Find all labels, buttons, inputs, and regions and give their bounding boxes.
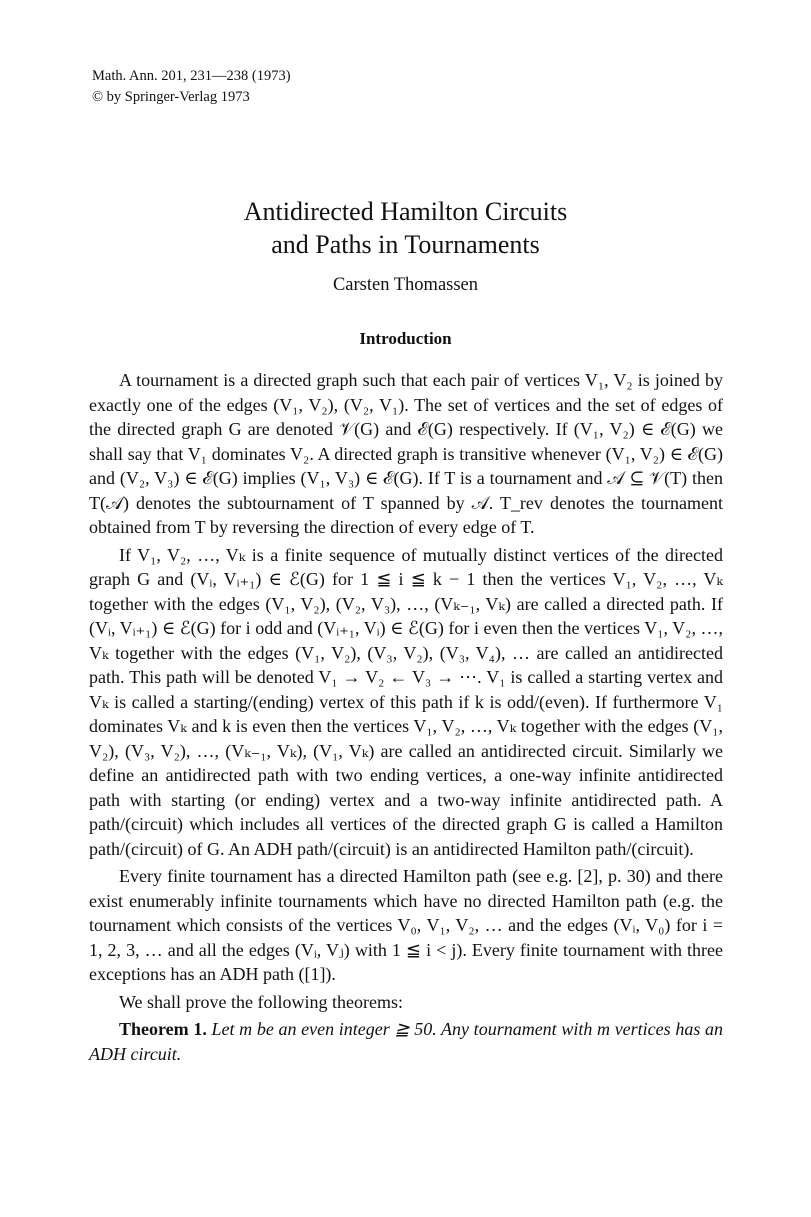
paragraph-4: We shall prove the following theorems: <box>119 991 403 1012</box>
theorem-1-label: Theorem 1. <box>119 1019 207 1039</box>
paragraph-3: Every finite tournament has a directed Hamilton path (see e.g. [2], p. 30) and there exist enumerably infinite tournaments which have no directed Hamilton path (e.g. the tournament which consists of the vertices V₀, V₁, V₂, … and the edges (Vᵢ, V₀) for i = 1, 2, 3, … and all the edges (Vᵢ, Vⱼ) with 1 ≦ i < j). Every finite tournament with three exceptions has an ADH path ([1]). <box>89 866 723 984</box>
title-line-1: Antidirected Hamilton Circuits <box>243 197 568 226</box>
theorem-1-statement: Let m be an even integer ≧ 50. Any tournament with m vertices has an ADH circuit. <box>89 1019 723 1064</box>
paper-title <box>0 195 811 261</box>
paragraph-2: If V₁, V₂, …, Vₖ is a finite sequence of mutually distinct vertices of the directed graph G and (Vᵢ, Vᵢ₊₁) ∈ ℰ(G) for 1 ≦ i ≦ k − 1 then the vertices V₁, V₂, …, Vₖ together with the edges (V₁, V₂), (V₂, V₃), …, (Vₖ₋₁, Vₖ) are called a directed path. If (Vᵢ, Vᵢ₊₁) ∈ ℰ(G) for i odd and (Vᵢ₊₁, Vᵢ) ∈ ℰ(G) for i even then the vertices V₁, V₂, …, Vₖ together with the edges (V₁, V₂), (V₃, V₂), (V₃, V₄), … are called an antidirected path. This path will be denoted V₁ → V₂ ← V₃ → ⋯. V₁ is called a starting vertex and Vₖ is called a starting/(ending) vertex of this path if k is odd/(even). If furthermore V₁ dominates Vₖ and k is even then the vertices V₁, V₂, …, Vₖ together with the edges (V₁, V₂), (V₃, V₂), …, (Vₖ₋₁, Vₖ), (V₁, Vₖ) are called an antidirected circuit. Similarly we define an antidirected path with two ending vertices, a one-way infinite antidirected path with starting (or ending) vertex and a two-way infinite antidirected path. A path/(circuit) which includes all vertices of the directed graph G is called a Hamilton path/(circuit) of G. An ADH path/(circuit) is an antidirected Hamilton path/(circuit). <box>89 544 723 859</box>
author-name: Carsten Thomassen <box>332 275 479 295</box>
section-heading: Introduction <box>359 329 452 348</box>
theorem-1 <box>89 1017 723 1066</box>
copyright-notice: © by Springer-Verlag 1973 <box>92 89 250 105</box>
journal-citation: Math. Ann. 201, 231—238 (1973) <box>92 68 291 84</box>
title-line-2: and Paths in Tournaments <box>271 230 540 259</box>
journal-header <box>92 66 291 108</box>
paragraph-1: A tournament is a directed graph such that each pair of vertices V₁, V₂ is joined by exactly one of the edges (V₁, V₂), (V₂, V₁). The set of vertices and the set of edges of the directed graph G are denoted 𝒱(G) and ℰ(G) respectively. If (V₁, V₂) ∈ ℰ(G) we shall say that V₁ dominates V₂. A directed graph is transitive whenever (V₁, V₂) ∈ ℰ(G) and (V₂, V₃) ∈ ℰ(G) implies (V₁, V₃) ∈ ℰ(G). If T is a tournament and 𝒜 ⊆ 𝒱(T) then T(𝒜) denotes the subtournament of T spanned by 𝒜. T_rev denotes the tournament obtained from T by reversing the direction of every edge of T. <box>89 370 723 537</box>
body-text <box>89 368 723 1069</box>
